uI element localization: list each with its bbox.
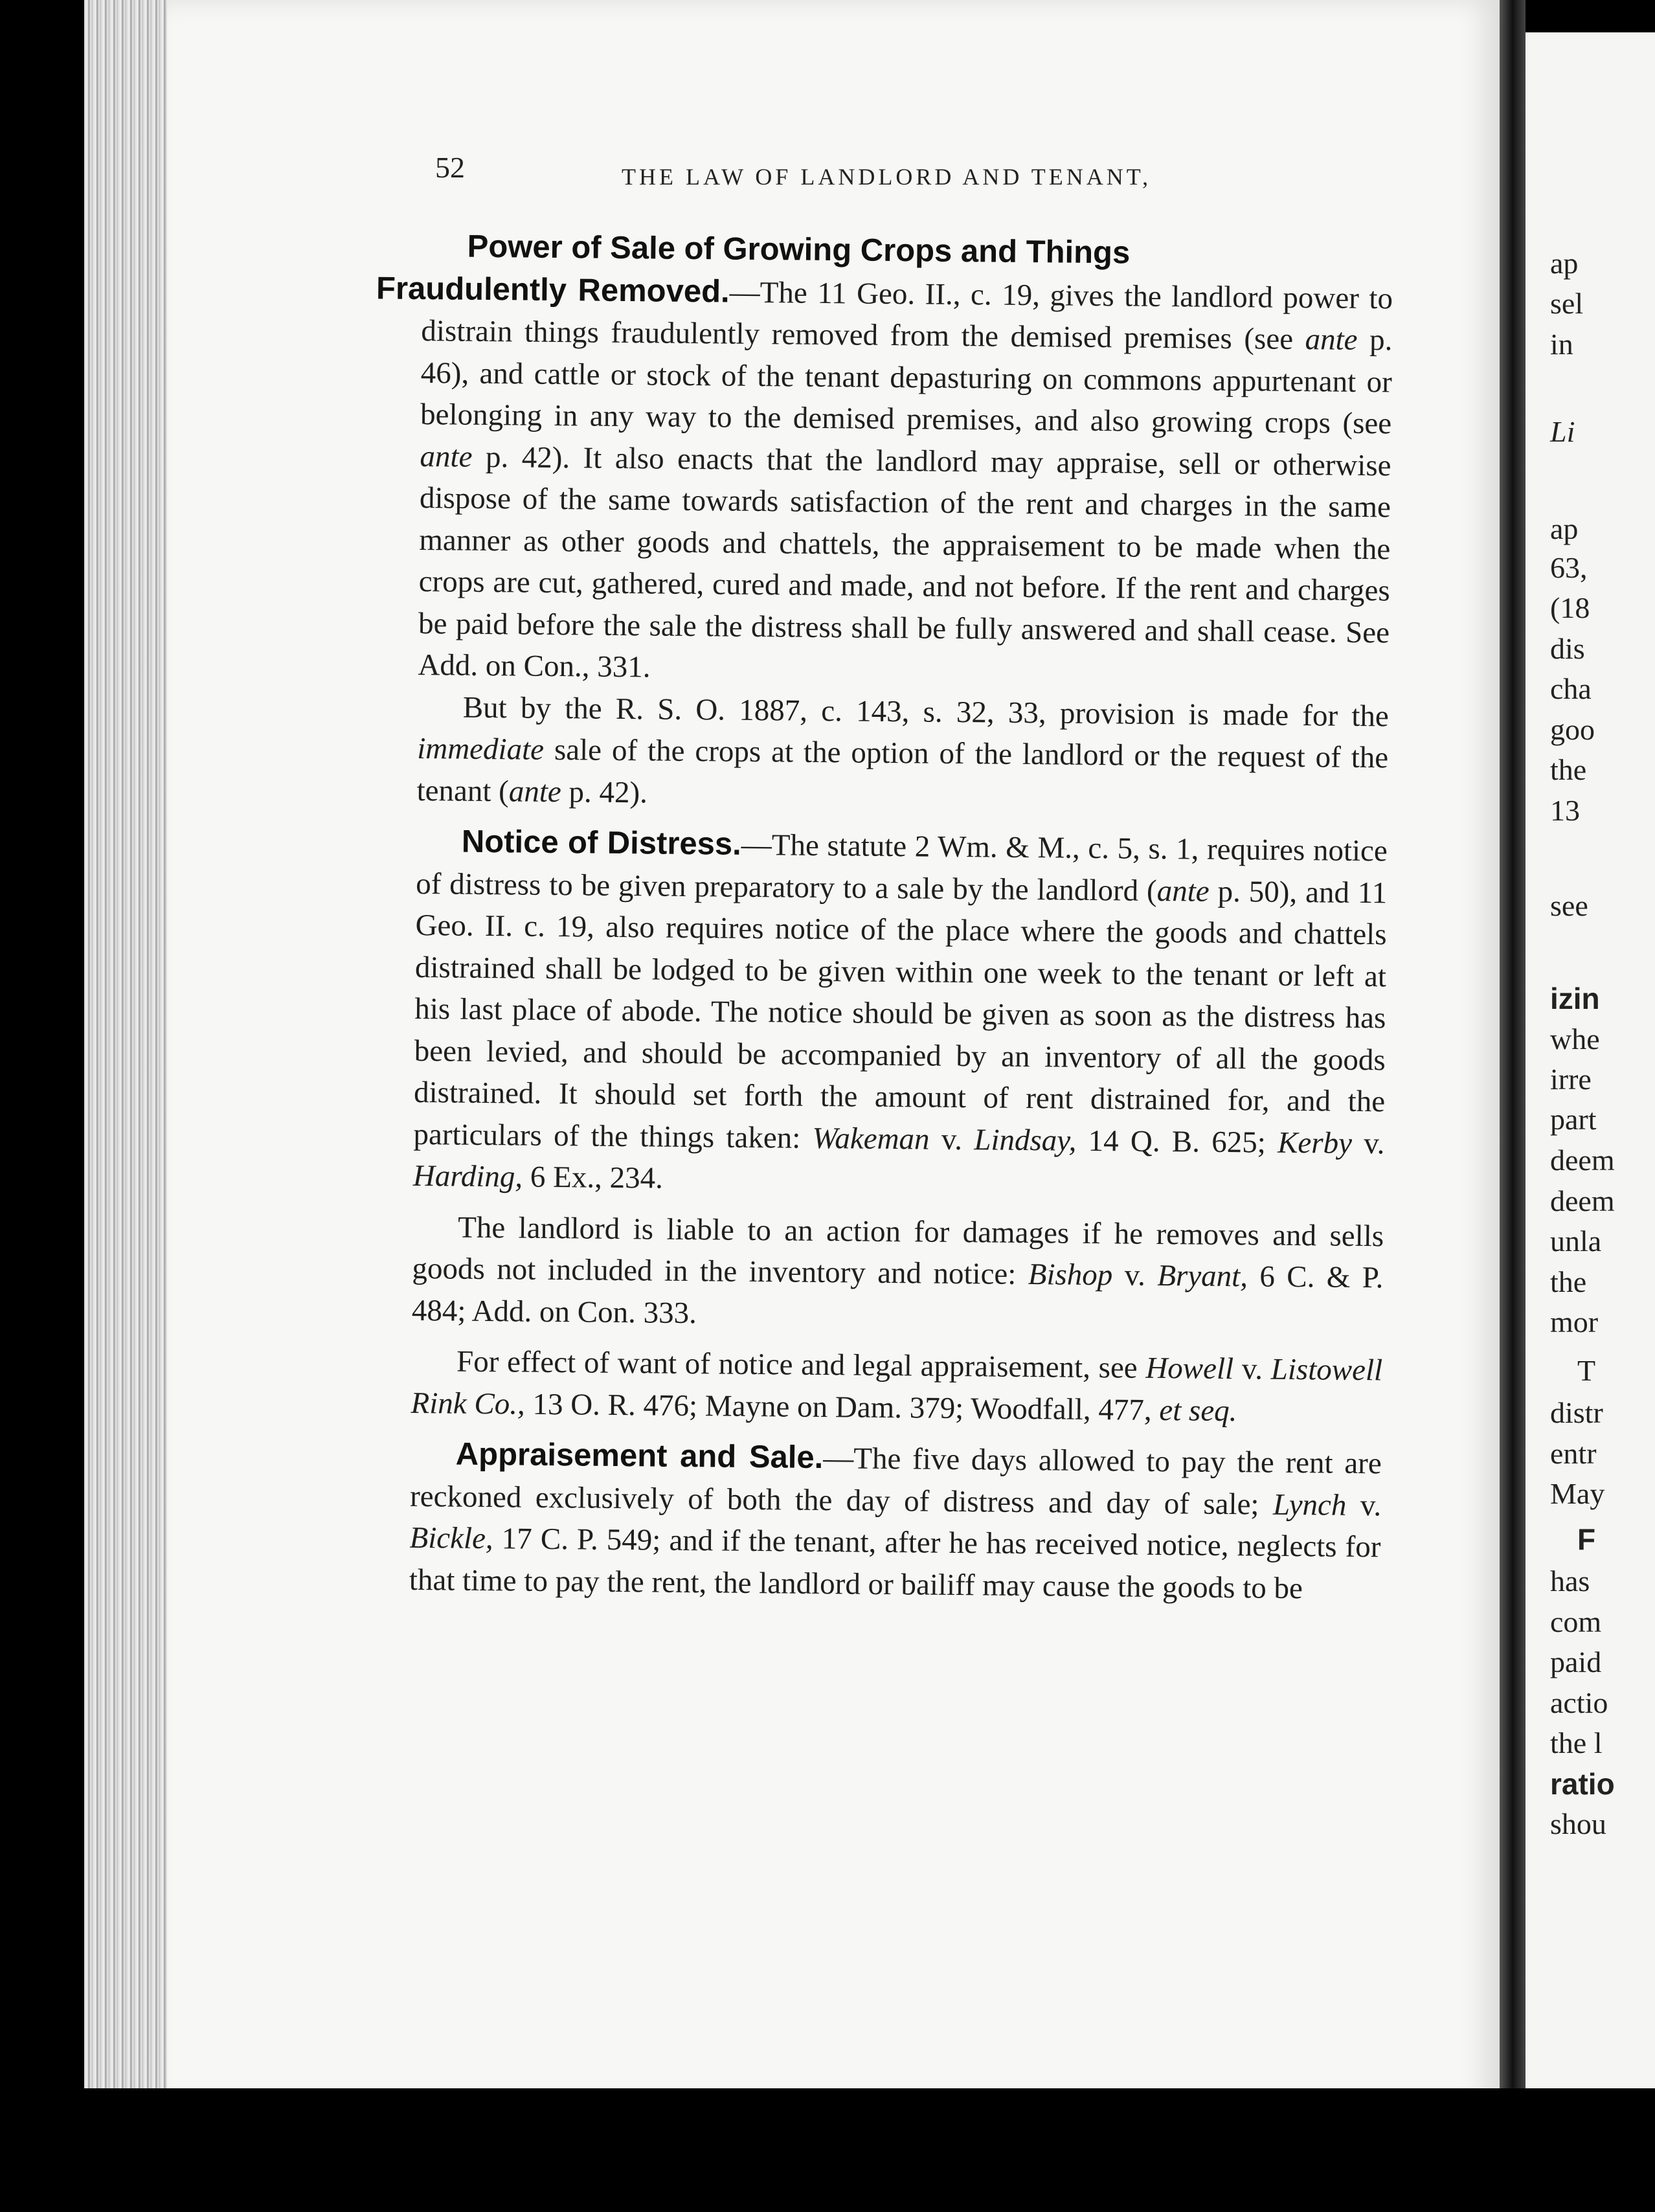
fragment-text: the l <box>1550 1726 1603 1759</box>
fragment-text: irre <box>1550 1063 1592 1096</box>
body-text: 6 Ex., 234. <box>522 1160 664 1195</box>
body-text: v. <box>1233 1352 1271 1386</box>
paragraph <box>412 1206 1384 1340</box>
body-text: —The 11 Geo. II., c. 19, gives the landlord power to distrain things fraudulently removed from the demised premises (see <box>421 275 1393 357</box>
fragment-text: ap <box>1550 247 1579 280</box>
fragment-text: whe <box>1550 1022 1600 1055</box>
fragment-text: mor <box>1550 1305 1599 1338</box>
fragment-text: has <box>1550 1564 1590 1597</box>
case-name: Lynch <box>1272 1487 1347 1522</box>
body-text: The landlord is liable to an action for damages if he removes and sells goods not included in the inventory and notice: <box>412 1210 1384 1292</box>
fragment-text: cha <box>1550 672 1592 705</box>
fragment-text: F <box>1577 1522 1596 1556</box>
body-text: p. 42). It also enacts that the landlord may appraise, sell or otherwise dispose of the same towards satisfaction of the rent and charges in the same manner as other goods and chattels, the appraisement to be made when the crops are cut, gathered, cured and made, and not before. If the rent and charges be paid before the sale the distress shall be fully answered and shall cease. See Add. on Con., 331. <box>418 440 1391 684</box>
section-heading: Power of Sale of Growing Crops and Things <box>467 229 1131 271</box>
fragment-text: deem <box>1550 1144 1615 1177</box>
fragment-text: shou <box>1550 1807 1606 1840</box>
page-number: 52 <box>435 151 465 184</box>
scan-bottom-shadow <box>84 2088 1655 2212</box>
fragment-text: T <box>1577 1354 1596 1387</box>
book-page-edges <box>84 0 168 2212</box>
italic-text: immediate <box>416 731 545 767</box>
fragment-text: 63, <box>1550 551 1588 584</box>
fragment-text: May <box>1550 1477 1605 1510</box>
fragment-text: goo <box>1550 713 1595 746</box>
running-title: THE LAW OF LANDLORD AND TENANT, <box>622 164 1152 190</box>
body-text: 14 Q. B. 625; <box>1076 1123 1278 1160</box>
fragment-text: Li <box>1550 415 1575 448</box>
section-heading: Fraudulently Removed. <box>376 270 730 310</box>
case-name: Howell <box>1145 1351 1234 1386</box>
case-name: Listowell Rink Co., <box>411 1352 1383 1421</box>
body-text: 13 O. R. 476; Mayne on Dam. 379; Woodfall, 477, <box>524 1387 1160 1427</box>
body-text: But by the R. S. O. 1887, c. 143, s. 32, 33, provision is made for the <box>462 690 1390 733</box>
case-name: Lindsay, <box>974 1122 1077 1158</box>
case-name: Bishop <box>1028 1258 1113 1292</box>
fragment-text: in <box>1550 328 1573 361</box>
body-text: —The statute 2 Wm. & M., c. 5, s. 1, requires notice of distress to be given preparatory to a sale by the landlord ( <box>415 828 1388 908</box>
body-text: v. <box>1112 1258 1158 1292</box>
fragment-text: dis <box>1550 632 1585 665</box>
paragraph <box>411 1340 1382 1433</box>
body-text: —The five days allowed to pay the rent are reckoned exclusively of both the day of distress and day of sale; <box>409 1441 1382 1522</box>
fragment-text: paid <box>1550 1645 1602 1678</box>
paragraph <box>376 225 1393 695</box>
body-text: p. 42). <box>561 774 648 809</box>
fragment-text: 13 <box>1550 794 1580 827</box>
fragment-text: (18 <box>1550 591 1590 624</box>
fragment-text: com <box>1550 1605 1602 1638</box>
body-text: v. <box>929 1122 974 1157</box>
fragment-text: part <box>1550 1103 1597 1136</box>
paragraph <box>413 820 1388 1206</box>
body-text: v. <box>1346 1488 1382 1522</box>
italic-text: ante <box>420 439 473 474</box>
fragment-text: the <box>1550 1265 1587 1298</box>
fragment-text: izin <box>1550 982 1600 1015</box>
body-text: p. 50), and 11 Geo. II. c. 19, also requires notice of the place where the goods and chattels distrained shall be lodged to be given within one week to the tenant or left at his last place of abode. The notice should be given as soon as the distress has been levied, and should be accompanied by an inventory of all the goods distrained. It should set forth the amount of rent distrained for, and the particulars of the things taken: <box>413 874 1388 1155</box>
section-heading: Appraisement and Sale. <box>455 1436 824 1476</box>
paragraph <box>409 1433 1382 1610</box>
body-text: v. <box>1351 1126 1385 1160</box>
fragment-text: sel <box>1550 287 1584 320</box>
fragment-text: deem <box>1550 1184 1615 1217</box>
italic-text: ante <box>508 774 562 809</box>
fragment-text: actio <box>1550 1686 1608 1719</box>
case-name: Wakeman <box>812 1121 930 1157</box>
italic-text: ante <box>1156 874 1210 909</box>
next-page-fragment <box>1526 32 1655 2212</box>
fragment-text: see <box>1550 889 1588 922</box>
body-text: p. 46), and cattle or stock of the tenant depasturing on commons appurtenant or belonging in any way to the demised premises, and also growing crops (see <box>420 322 1393 441</box>
italic-text: et seq. <box>1159 1393 1237 1428</box>
fragment-text: ap <box>1550 512 1579 545</box>
case-name: Harding, <box>412 1158 523 1194</box>
fragment-text: entr <box>1550 1437 1597 1470</box>
page-body <box>376 225 1393 1610</box>
fragment-text: unla <box>1550 1224 1602 1258</box>
paragraph <box>416 686 1389 820</box>
book-gutter <box>1500 0 1526 2212</box>
case-name: Bickle, <box>409 1520 493 1556</box>
fragment-text: the <box>1550 753 1587 786</box>
fragment-text: distr <box>1550 1396 1603 1429</box>
fragment-text: ratio <box>1550 1767 1615 1801</box>
case-name: Kerby <box>1277 1125 1353 1160</box>
italic-text: ante <box>1305 322 1358 357</box>
body-text: 6 C. & P. 484; Add. on Con. 333. <box>411 1259 1384 1330</box>
body-text: 17 C. P. 549; and if the tenant, after he has received notice, neglects for that time to pay the rent, the landlord or bailiff may cause the goods to be <box>409 1522 1381 1605</box>
case-name: Bryant, <box>1157 1258 1248 1294</box>
body-text: sale of the crops at the option of the landlord or the request of the tenant ( <box>416 732 1389 808</box>
section-heading: Notice of Distress. <box>461 824 742 862</box>
body-text: For effect of want of notice and legal appraisement, see <box>456 1344 1146 1385</box>
